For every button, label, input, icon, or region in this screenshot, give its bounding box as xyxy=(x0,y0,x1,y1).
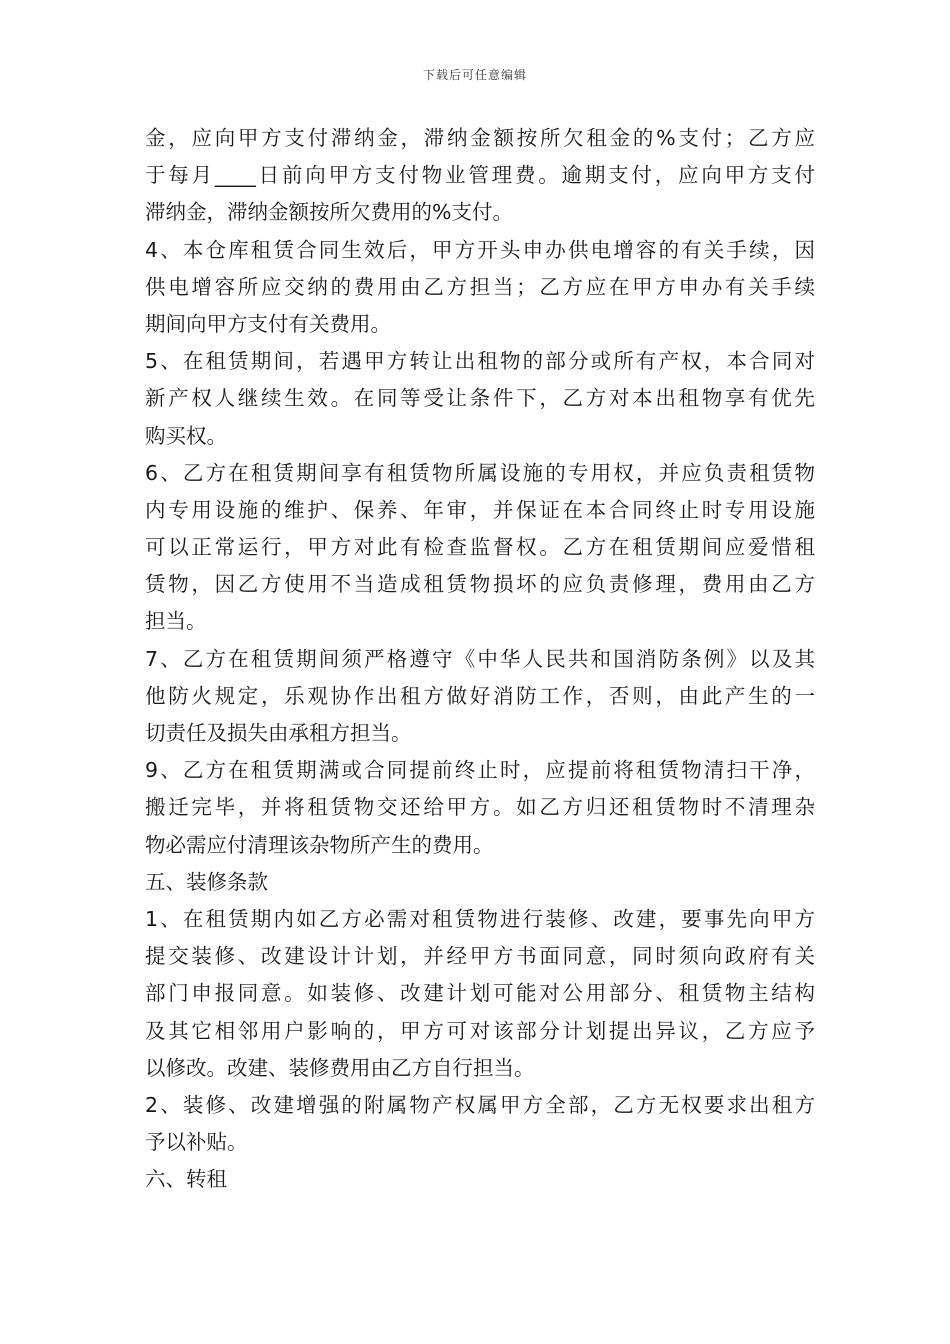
text-line: 切责任及损失由承租方担当。 xyxy=(145,721,412,745)
text-line: 新产权人继续生效。在同等受让条件下，乙方对本出租物享有优先 xyxy=(145,386,815,411)
text-line: 1、在租赁期内如乙方必需对租赁物进行装修、改建，要事先向甲方 xyxy=(145,906,815,931)
text-line: 部门申报同意。如装修、改建计划可能对公用部分、租赁物主结构 xyxy=(145,981,815,1006)
text-line: 金，应向甲方支付滞纳金，滞纳金额按所欠租金的%支付；乙方应 xyxy=(145,126,815,150)
text-line: 滞纳金，滞纳金额按所欠费用的%支付。 xyxy=(145,200,513,225)
text-line: 他防火规定，乐观协作出租方做好消防工作，否则，由此产生的一 xyxy=(145,683,815,708)
text-line: 物必需应付清理该杂物所产生的费用。 xyxy=(145,832,494,857)
text-line: 以修改。改建、装修费用由乙方自行担当。 xyxy=(145,1055,535,1080)
text-line: 提交装修、改建设计计划，并经甲方书面同意，同时须向政府有关 xyxy=(145,944,815,969)
text-line: 于每月____日前向甲方支付物业管理费。逾期支付，应向甲方支付 xyxy=(145,163,815,188)
text-line: 6、乙方在租赁期间享有租赁物所属设施的专用权，并应负责租赁物 xyxy=(145,460,815,485)
text-line: 搬迁完毕，并将租赁物交还给甲方。如乙方归还租赁物时不清理杂 xyxy=(145,795,815,820)
page-header-note: 下载后可任意编辑 xyxy=(422,68,527,82)
text-line: 5、在租赁期间，若遇甲方转让出租物的部分或所有产权，本合同对 xyxy=(145,349,815,374)
text-line: 内专用设施的维护、保养、年审，并保证在本合同终止时专用设施 xyxy=(145,497,815,522)
text-line: 六、转租 xyxy=(145,1167,227,1192)
text-line: 7、乙方在租赁期间须严格遵守《中华人民共和国消防条例》以及其 xyxy=(145,646,815,671)
text-line: 及其它相邻用户影响的，甲方可对该部分计划提出异议，乙方应予 xyxy=(145,1018,815,1043)
text-line: 9、乙方在租赁期满或合同提前终止时，应提前将租赁物清扫干净， xyxy=(145,758,815,783)
document-body xyxy=(145,120,815,1198)
text-line: 予以补贴。 xyxy=(145,1130,248,1155)
text-line: 4、本仓库租赁合同生效后，甲方开头申办供电增容的有关手续，因 xyxy=(145,237,815,262)
text-line: 期间向甲方支付有关费用。 xyxy=(145,311,391,336)
text-line: 赁物，因乙方使用不当造成租赁物损坏的应负责修理，费用由乙方 xyxy=(145,572,815,597)
text-line: 购买权。 xyxy=(145,423,227,448)
text-line: 可以正常运行，甲方对此有检查监督权。乙方在租赁期间应爱惜租 xyxy=(145,535,815,560)
text-line: 供电增容所应交纳的费用由乙方担当；乙方应在甲方申办有关手续 xyxy=(145,274,815,299)
text-line: 五、装修条款 xyxy=(145,869,268,894)
text-line: 2、装修、改建增强的附属物产权属甲方全部，乙方无权要求出租方 xyxy=(145,1092,815,1117)
text-line: 担当。 xyxy=(145,609,207,634)
